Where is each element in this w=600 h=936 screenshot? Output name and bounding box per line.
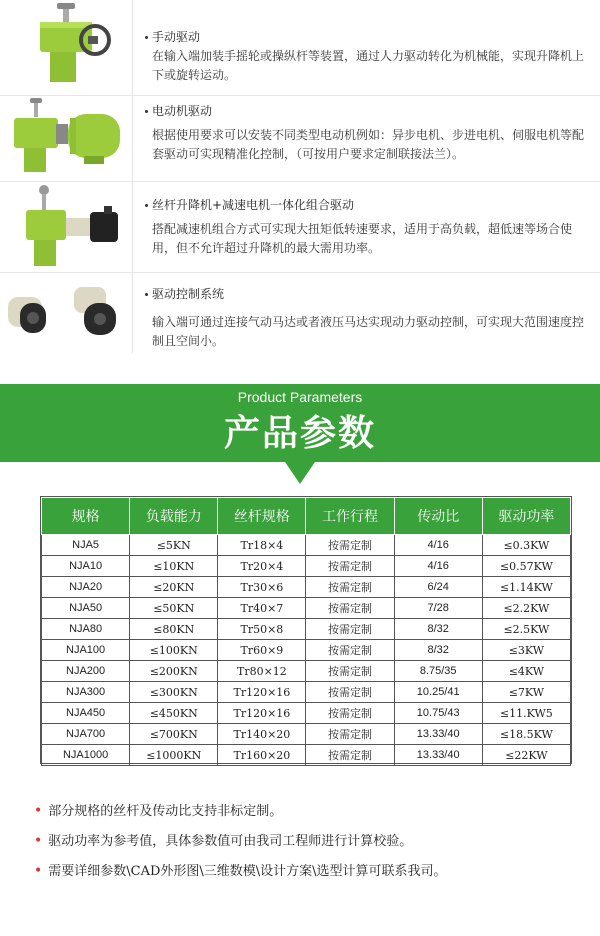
table-cell: ≤700KN <box>130 724 218 745</box>
table-cell: NJA10 <box>42 556 130 577</box>
table-cell: 4/16 <box>394 556 482 577</box>
table-cell: 按需定制 <box>306 577 394 598</box>
table-cell: 13.33/40 <box>394 724 482 745</box>
banner-subtitle: Product Parameters <box>237 389 363 405</box>
table-cell: NJA200 <box>42 661 130 682</box>
table-cell: Tr30×6 <box>218 577 306 598</box>
drive-description: 在输入端加装手摇轮或操纵杆等装置，通过人力驱动转化为机械能，实现升降机上下或旋转运动。 <box>152 49 585 82</box>
table-cell: NJA50 <box>42 598 130 619</box>
table-cell: ≤100KN <box>130 640 218 661</box>
table-cell: NJA450 <box>42 703 130 724</box>
table-cell: 6/24 <box>394 577 482 598</box>
table-cell: Tr80×12 <box>218 661 306 682</box>
table-cell: 8/32 <box>394 619 482 640</box>
banner-title: 产品参数 <box>223 413 376 454</box>
table-cell: NJA5 <box>42 535 130 556</box>
table-cell: 按需定制 <box>306 640 394 661</box>
table-cell: ≤4KW <box>482 661 570 682</box>
table-row <box>42 535 571 556</box>
table-row <box>42 619 571 640</box>
drive-description: 搭配减速机组合方式可实现大扭矩低转速要求，适用于高负载，超低速等场合使用，但不允许超过升降机的最大需用功率。 <box>152 222 573 255</box>
header-stroke: 工作行程 <box>306 498 394 535</box>
table-cell: 按需定制 <box>306 598 394 619</box>
table-row <box>42 724 571 745</box>
table-cell: ≤2.2KW <box>482 598 570 619</box>
table-header-row <box>42 498 571 535</box>
banner-down-arrow-icon <box>285 462 315 484</box>
table-row <box>42 661 571 682</box>
note-item: • 部分规格的丝杆及传动比支持非标定制。 <box>34 803 283 819</box>
bullet-icon: • <box>34 833 43 849</box>
table-cell: Tr18×4 <box>218 535 306 556</box>
table-row <box>42 640 571 661</box>
air-hydraulic-motor-image <box>0 273 133 353</box>
bullet-icon: • <box>34 803 43 819</box>
table-cell: Tr140×20 <box>218 724 306 745</box>
table-cell: ≤0.3KW <box>482 535 570 556</box>
table-cell: 按需定制 <box>306 535 394 556</box>
table-cell: ≤2.5KW <box>482 619 570 640</box>
table-cell: 8/32 <box>394 640 482 661</box>
table-cell: ≤0.57KW <box>482 556 570 577</box>
table-cell: 10.25/41 <box>394 682 482 703</box>
table-cell: 按需定制 <box>306 556 394 577</box>
motor-drive-jack-image <box>0 96 133 181</box>
table-row <box>42 577 571 598</box>
table-cell: ≤20KN <box>130 577 218 598</box>
bullet-icon: • <box>34 863 43 879</box>
table-cell: Tr120×16 <box>218 703 306 724</box>
drive-title: 驱动控制系统 <box>145 285 224 302</box>
table-row <box>42 745 571 766</box>
table-cell: Tr60×9 <box>218 640 306 661</box>
table-cell: 按需定制 <box>306 661 394 682</box>
drive-description: 根据使用要求可以安装不同类型电动机例如：异步电机、步进电机、伺服电机等配套驱动可实现精准化控制，（可按用户要求定制联接法兰）。 <box>152 128 585 161</box>
table-cell: ≤22KW <box>482 745 570 766</box>
table-cell: 13.33/40 <box>394 745 482 766</box>
table-cell: ≤5KN <box>130 535 218 556</box>
table-cell: ≤450KN <box>130 703 218 724</box>
note-item: • 驱动功率为参考值，具体参数值可由我司工程师进行计算校验。 <box>34 833 413 849</box>
note-item: • 需要详细参数\CAD外形图\三维数模\设计方案\选型计算可联系我司。 <box>34 863 447 879</box>
table-cell: Tr20×4 <box>218 556 306 577</box>
table-cell: ≤200KN <box>130 661 218 682</box>
notes-list <box>34 800 584 890</box>
table-cell: 4/16 <box>394 535 482 556</box>
table-row <box>42 556 571 577</box>
table-cell: ≤7KW <box>482 682 570 703</box>
drive-title: 手动驱动 <box>145 28 200 45</box>
table-cell: 7/28 <box>394 598 482 619</box>
table-row <box>42 682 571 703</box>
table-cell: Tr40×7 <box>218 598 306 619</box>
header-screw: 丝杆规格 <box>218 498 306 535</box>
table-row <box>42 703 571 724</box>
table-cell: 按需定制 <box>306 682 394 703</box>
table-cell: 按需定制 <box>306 703 394 724</box>
header-spec: 规格 <box>42 498 130 535</box>
table-cell: ≤300KN <box>130 682 218 703</box>
table-cell: NJA100 <box>42 640 130 661</box>
drive-option-manual <box>0 0 600 96</box>
table-cell: 按需定制 <box>306 724 394 745</box>
table-cell: ≤18.5KW <box>482 724 570 745</box>
table-cell: 按需定制 <box>306 619 394 640</box>
table-cell: Tr50×8 <box>218 619 306 640</box>
table-cell: NJA80 <box>42 619 130 640</box>
table-cell: 8.75/35 <box>394 661 482 682</box>
table-cell: ≤80KN <box>130 619 218 640</box>
drive-title: 丝杆升降机+减速电机一体化组合驱动 <box>145 196 354 213</box>
table-cell: ≤3KW <box>482 640 570 661</box>
gear-motor-combo-jack-image <box>0 182 133 272</box>
drive-options-list <box>0 0 600 355</box>
table-cell: 按需定制 <box>306 745 394 766</box>
table-cell: ≤1000KN <box>130 745 218 766</box>
table-cell: Tr160×20 <box>218 745 306 766</box>
table-cell: NJA1000 <box>42 745 130 766</box>
drive-option-control-system <box>0 273 600 353</box>
handwheel-drive-jack-image <box>0 0 133 95</box>
header-power: 驱动功率 <box>482 498 570 535</box>
table-cell: ≤10KN <box>130 556 218 577</box>
drive-title: 电动机驱动 <box>145 102 212 119</box>
table-row <box>42 598 571 619</box>
drive-description: 输入端可通过连接气动马达或者液压马达实现动力驱动控制，可实现大范围速度控制且空间小。 <box>152 315 585 348</box>
table-cell: ≤50KN <box>130 598 218 619</box>
parameters-table <box>40 496 572 764</box>
table-cell: NJA300 <box>42 682 130 703</box>
drive-option-gear-motor-combo <box>0 182 600 273</box>
table-cell: Tr120×16 <box>218 682 306 703</box>
drive-option-motor <box>0 96 600 182</box>
header-ratio: 传动比 <box>394 498 482 535</box>
table-cell: 10.75/43 <box>394 703 482 724</box>
table-cell: NJA700 <box>42 724 130 745</box>
table-cell: NJA20 <box>42 577 130 598</box>
table-cell: ≤11.KW5 <box>482 703 570 724</box>
header-load: 负载能力 <box>130 498 218 535</box>
table-cell: ≤1.14KW <box>482 577 570 598</box>
